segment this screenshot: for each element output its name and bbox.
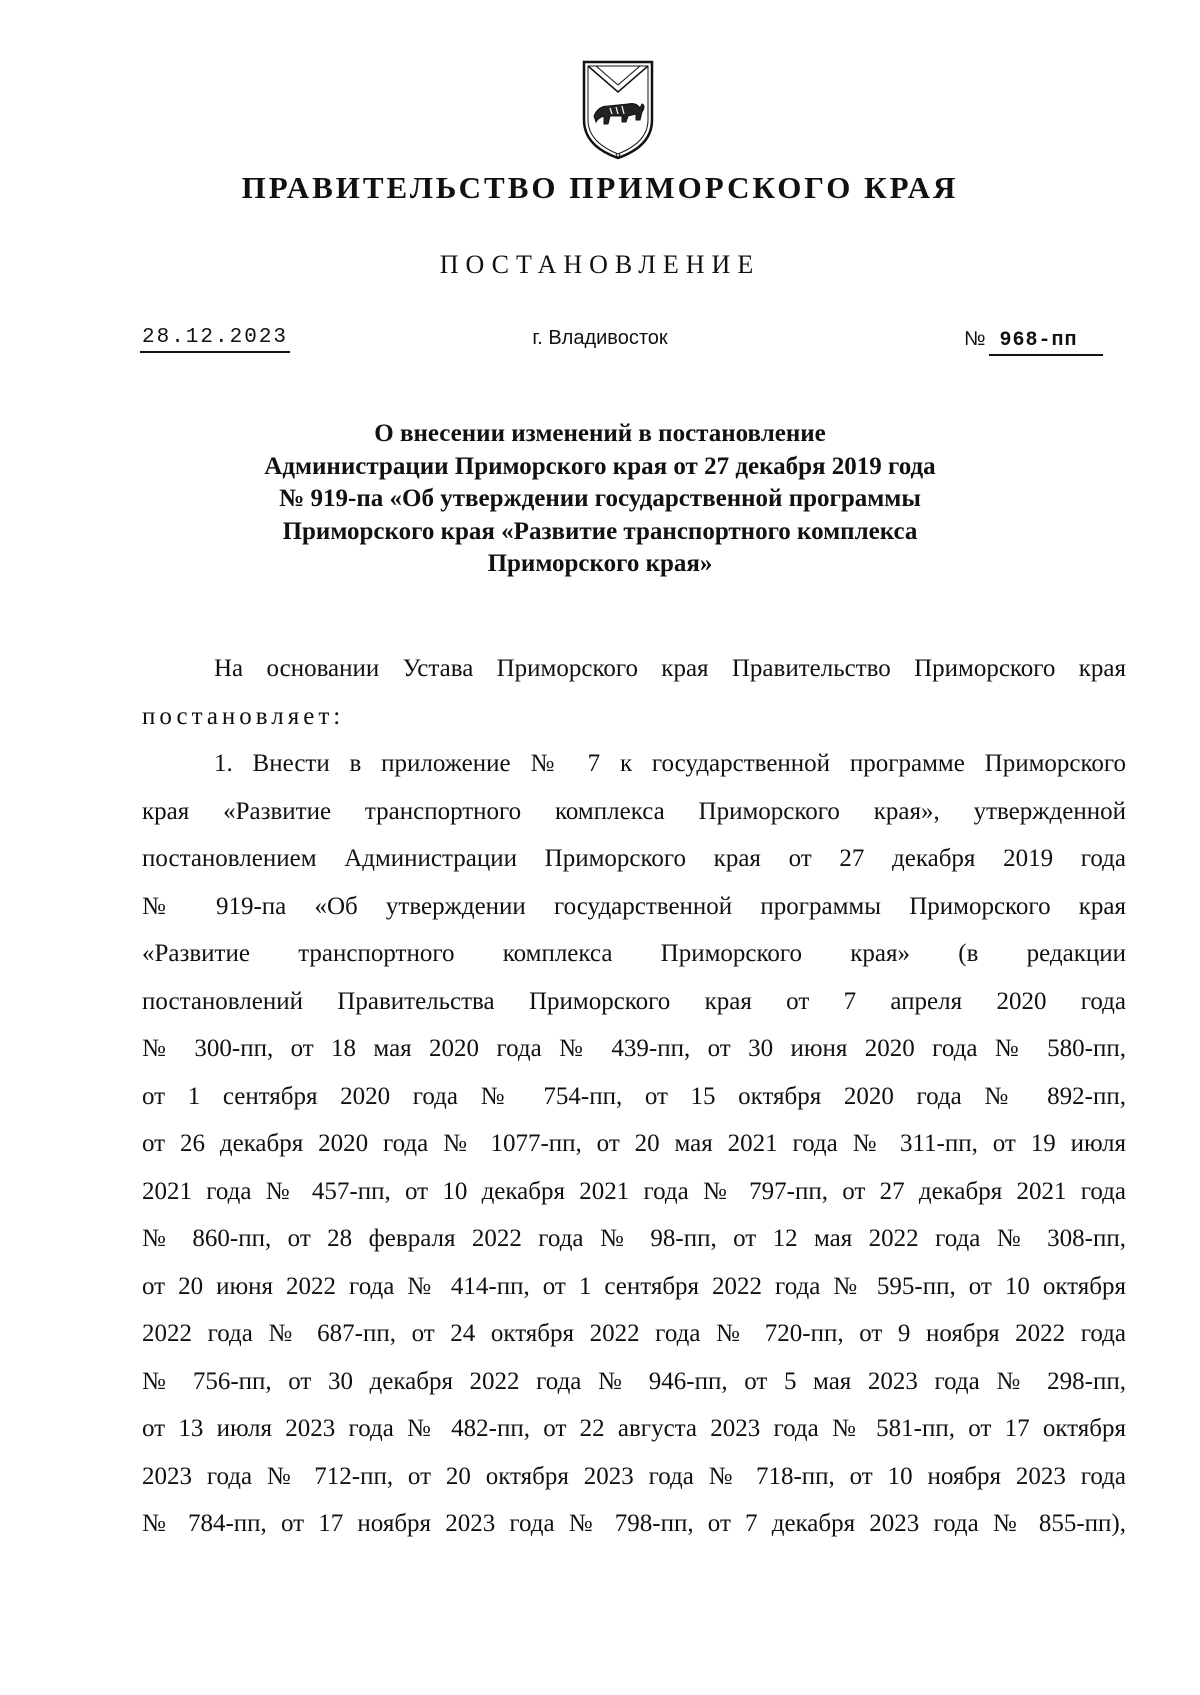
body-line: № 756-пп, от 30 декабря 2022 года № 946-пп, от 5 мая 2023 года № 298-пп,	[142, 1367, 1126, 1395]
body-line: 1. Внести в приложение № 7 к государственной программе Приморского	[214, 750, 1126, 777]
body-line: края «Развитие транспортного комплекса Приморского края», утвержденной	[142, 797, 1126, 825]
number-sign: №	[964, 328, 986, 350]
document-subject	[0, 418, 1200, 581]
document-body	[142, 645, 1126, 1548]
subject-line: Приморского края»	[487, 550, 713, 577]
document-type: ПОСТАНОВЛЕНИЕ	[439, 250, 761, 279]
body-line: № 300-пп, от 18 мая 2020 года № 439-пп, от 30 июня 2020 года № 580-пп,	[142, 1035, 1126, 1062]
body-line: «Развитие транспортного комплекса Приморского края» (в редакции	[142, 940, 1126, 967]
body-line: от 13 июля 2023 года № 482-пп, от 22 августа 2023 года № 581-пп, от 17 октября	[142, 1415, 1126, 1442]
body-line: постановлением Администрации Приморского края от 27 декабря 2019 года	[142, 845, 1126, 872]
body-line: от 1 сентября 2020 года № 754-пп, от 15 октября 2020 года № 892-пп,	[142, 1082, 1126, 1110]
coat-of-arms-icon	[580, 58, 656, 162]
document-date: 28.12.2023	[140, 326, 290, 353]
body-line: № 860-пп, от 28 февраля 2022 года № 98-пп, от 12 мая 2022 года № 308-пп,	[142, 1225, 1126, 1252]
body-line: постановлений Правительства Приморского края от 7 апреля 2020 года	[142, 987, 1126, 1015]
document-city: г. Владивосток	[532, 327, 668, 349]
body-line: № 784-пп, от 17 ноября 2023 года № 798-пп, от 7 декабря 2023 года № 855-пп),	[142, 1510, 1126, 1537]
document-number	[964, 326, 1103, 356]
subject-line: Приморского края «Развитие транспортного комплекса	[282, 517, 918, 545]
body-line: 2022 года № 687-пп, от 24 октября 2022 года № 720-пп, от 9 ноября 2022 года	[142, 1320, 1126, 1347]
subject-line: О внесении изменений в постановление	[374, 420, 826, 447]
body-line: 2021 года № 457-пп, от 10 декабря 2021 года № 797-пп, от 27 декабря 2021 года	[142, 1177, 1126, 1205]
body-line: № 919-па «Об утверждении государственной программы Приморского края	[142, 892, 1126, 920]
body-line: от 20 июня 2022 года № 414-пп, от 1 сентября 2022 года № 595-пп, от 10 октября	[142, 1272, 1126, 1300]
body-line: постановляет:	[142, 702, 345, 730]
body-line: от 26 декабря 2020 года № 1077-пп, от 20 мая 2021 года № 311-пп, от 19 июля	[142, 1130, 1126, 1157]
body-line: На основании Устава Приморского края Правительство Приморского края	[214, 655, 1126, 682]
subject-line: № 919-па «Об утверждении государственной программы	[279, 485, 921, 512]
government-title: ПРАВИТЕЛЬСТВО ПРИМОРСКОГО КРАЯ	[241, 170, 959, 205]
number-value: 968-пп	[989, 329, 1103, 356]
subject-line: Администрации Приморского края от 27 декабря 2019 года	[264, 452, 936, 480]
body-line: 2023 года № 712-пп, от 20 октября 2023 года № 718-пп, от 10 ноября 2023 года	[142, 1462, 1126, 1490]
